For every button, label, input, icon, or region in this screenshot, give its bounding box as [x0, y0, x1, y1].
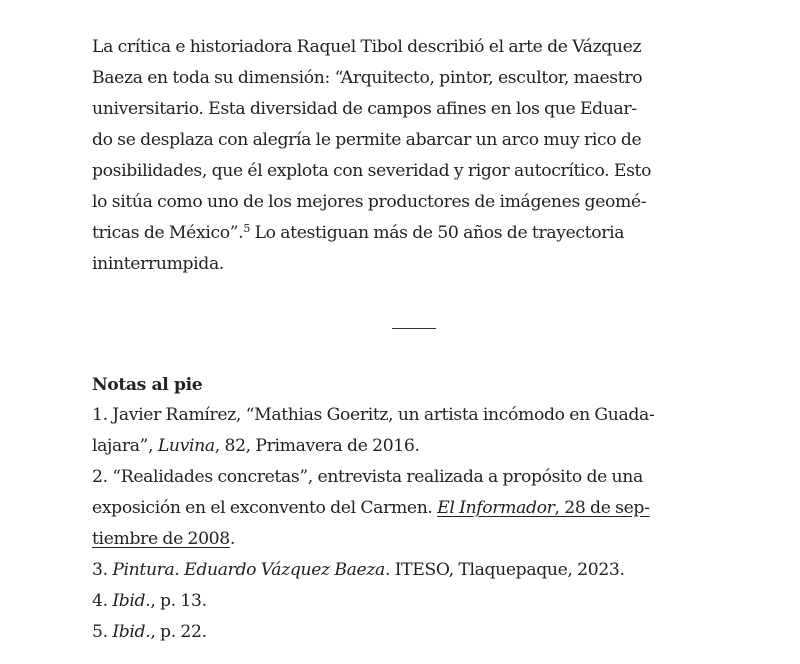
footnote-text: . ITESO, Tlaquepaque, 2023. — [384, 560, 625, 580]
el-informador-link-continued[interactable]: tiembre de 2008 — [92, 529, 230, 549]
footnote-line — [92, 431, 742, 462]
body-line: universitario. Esta diversidad de campos afines en los que Eduar- — [92, 99, 637, 119]
footnote-1 — [92, 400, 742, 462]
body-paragraph — [92, 32, 737, 280]
footnote-5 — [92, 617, 742, 648]
footnote-text: exposición en el exconvento del Carmen. — [92, 498, 438, 518]
el-informador-link[interactable] — [437, 498, 649, 518]
footnote-reference-5[interactable]: 5 — [243, 222, 250, 235]
article-body — [92, 32, 737, 280]
footnote-line: 1. Javier Ramírez, “Mathias Goeritz, un artista incómodo en Guada- — [92, 405, 655, 425]
section-divider — [392, 328, 436, 329]
link-text: , 28 de sep- — [554, 498, 650, 518]
footnote-number: 4. — [92, 591, 113, 611]
body-text: tricas de México”. — [92, 223, 244, 243]
body-line: ininterrumpida. — [92, 254, 224, 274]
footnote-3 — [92, 555, 742, 586]
footnotes-section — [92, 370, 742, 648]
footnote-number: 3. — [92, 560, 113, 580]
footnote-line — [92, 555, 742, 586]
body-line — [92, 218, 737, 249]
body-line: do se desplaza con alegría le permite abarcar un arco muy rico de — [92, 130, 642, 150]
link-italic-title: El Informador — [437, 498, 555, 518]
body-line: Baeza en toda su dimensión: “Arquitecto, pintor, escultor, maestro — [92, 68, 643, 88]
footnote-italic-ibid: Ibid. — [112, 622, 151, 642]
footnote-text: lajara”, — [92, 436, 158, 456]
footnote-line — [92, 524, 742, 555]
footnotes-heading: Notas al pie — [92, 375, 203, 395]
footnote-line — [92, 493, 742, 524]
footnote-number: 5. — [92, 622, 113, 642]
footnote-italic-title: Luvina — [157, 436, 215, 456]
footnote-text: . — [229, 529, 235, 549]
footnote-2 — [92, 462, 742, 555]
footnote-italic-ibid: Ibid. — [112, 591, 151, 611]
body-text: Lo atestiguan más de 50 años de trayectoria — [249, 223, 625, 243]
body-line: La crítica e historiadora Raquel Tibol describió el arte de Vázquez — [92, 37, 642, 57]
footnote-4 — [92, 586, 742, 617]
footnote-text: , p. 13. — [150, 591, 207, 611]
footnote-line — [92, 586, 742, 617]
body-line: posibilidades, que él explota con severidad y rigor autocrítico. Esto — [92, 161, 652, 181]
body-line: lo sitúa como uno de los mejores productores de imágenes geomé- — [92, 192, 647, 212]
footnote-line: 2. “Realidades concretas”, entrevista realizada a propósito de una — [92, 467, 643, 487]
footnote-text: , p. 22. — [150, 622, 207, 642]
footnote-italic-title: Pintura. Eduardo Vázquez Baeza — [112, 560, 385, 580]
footnote-text: , 82, Primavera de 2016. — [214, 436, 420, 456]
footnote-line — [92, 617, 742, 648]
